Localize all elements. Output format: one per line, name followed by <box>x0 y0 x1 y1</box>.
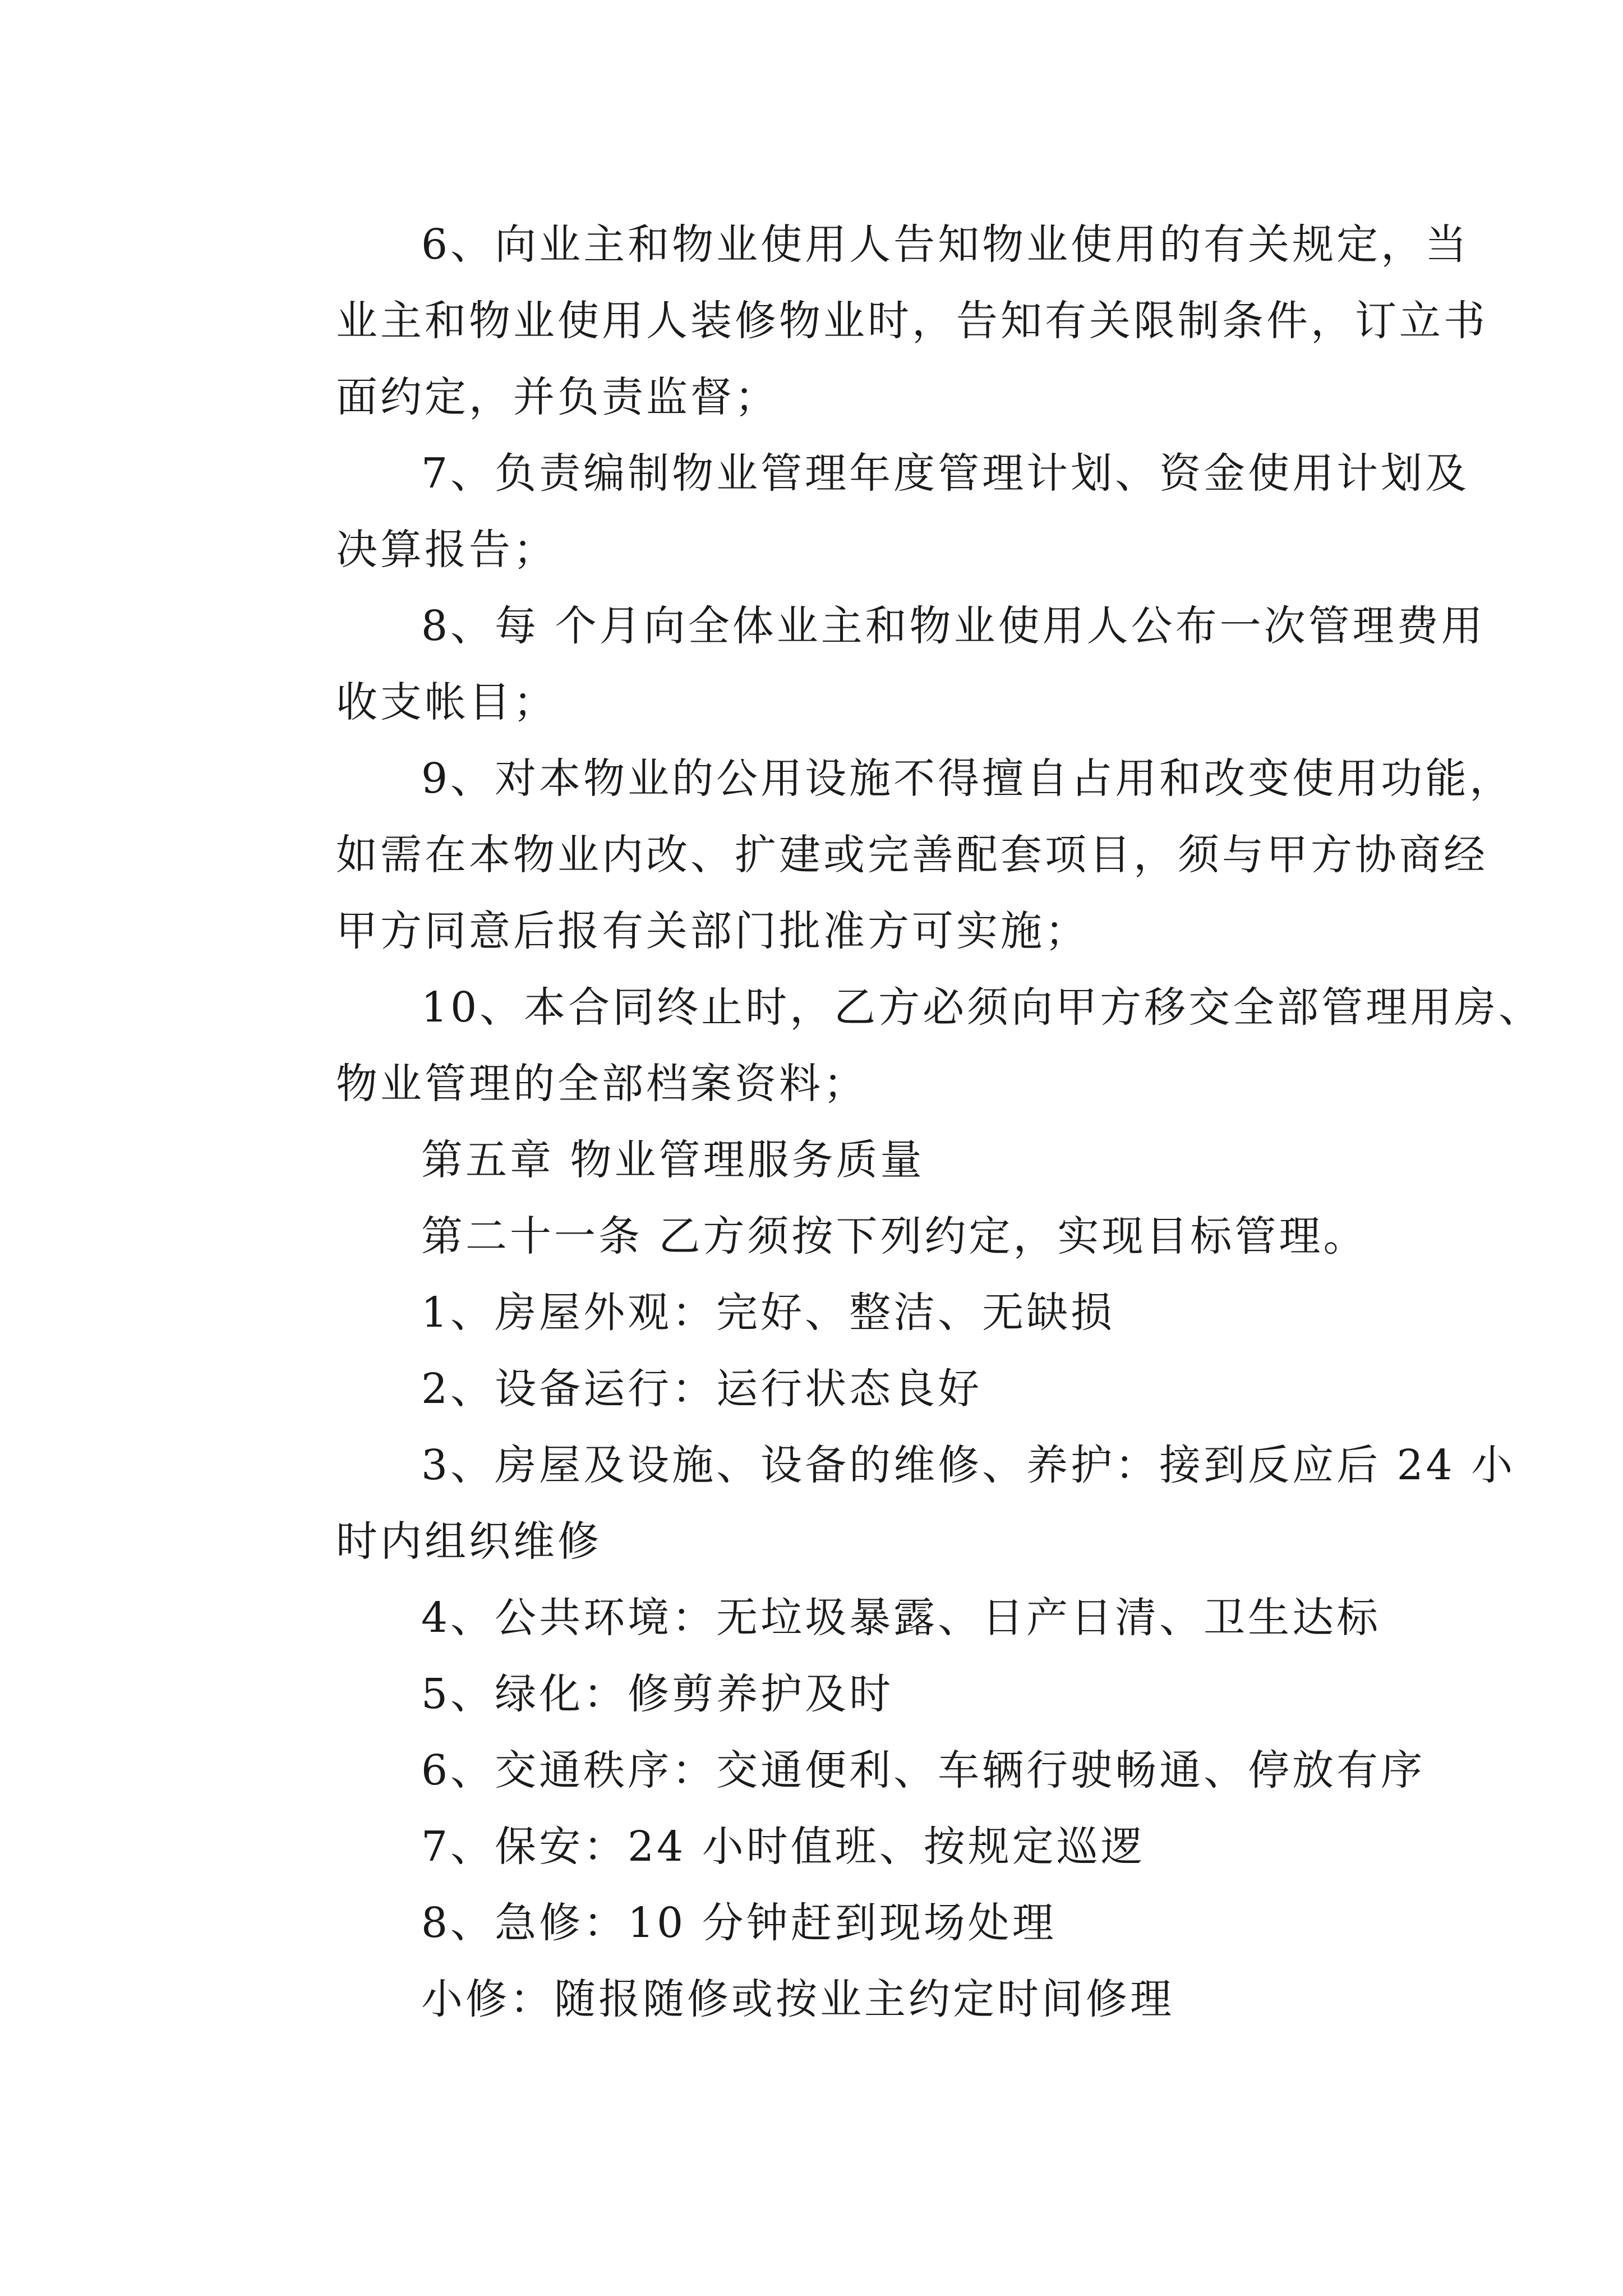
paragraph-9-public-facilities <box>251 740 1514 969</box>
text-line: 第五章 物业管理服务质量 <box>421 1136 925 1184</box>
text-line: 3、房屋及设施、设备的维修、养护：接到反应后 24 小 <box>421 1441 1516 1489</box>
item-4-public-environment <box>251 1580 1389 1656</box>
item-2-equipment-operation <box>251 1351 1389 1427</box>
article-21 <box>251 1198 1389 1274</box>
text-line: 9、对本物业的公用设施不得擅自占用和改变使用功能， <box>421 754 1514 803</box>
minor-repair <box>251 1961 1389 2037</box>
text-line: 8、急修：10 分钟赶到现场处理 <box>421 1899 1057 1947</box>
item-6-traffic-order <box>251 1732 1426 1809</box>
text-line: 时内组织维修 <box>336 1517 602 1566</box>
item-8-emergency-repair <box>251 1885 1389 1961</box>
text-line: 小修：随报随修或按业主约定时间修理 <box>421 1975 1174 2023</box>
text-line: 7、负责编制物业管理年度管理计划、资金使用计划及 <box>421 449 1470 498</box>
text-line: 6、向业主和物业使用人告知物业使用的有关规定，当 <box>421 220 1470 269</box>
text-line: 7、保安：24 小时值班、按规定巡逻 <box>421 1823 1145 1871</box>
text-line: 如需在本物业内改、扩建或完善配套项目，须与甲方协商经 <box>336 831 1488 879</box>
item-7-security <box>251 1809 1389 1885</box>
text-line: 甲方同意后报有关部门批准方可实施； <box>336 907 1089 955</box>
item-1-building-appearance <box>251 1274 1389 1351</box>
text-line: 6、交通秩序：交通便利、车辆行驶畅通、停放有序 <box>421 1746 1426 1795</box>
text-line: 业主和物业使用人装修物业时，告知有关限制条件，订立书 <box>336 297 1488 345</box>
text-line: 收支帐目； <box>336 678 557 726</box>
paragraph-8-publish-accounts <box>251 588 1486 740</box>
text-line: 第二十一条 乙方须按下列约定，实现目标管理。 <box>421 1212 1368 1260</box>
text-line: 8、每 个月向全体业主和物业使用人公布一次管理费用 <box>421 602 1486 650</box>
paragraph-6-notify-rules <box>251 206 1488 435</box>
text-line: 5、绿化：修剪养护及时 <box>421 1670 894 1718</box>
text-line: 4、公共环境：无垃圾暴露、日产日清、卫生达标 <box>421 1594 1381 1642</box>
chapter-heading <box>251 1122 1389 1198</box>
item-3-maintenance <box>251 1427 1516 1580</box>
text-line: 1、房屋外观：完好、整洁、无缺损 <box>421 1289 1115 1337</box>
paragraph-7-annual-plan <box>251 435 1470 588</box>
item-5-greening <box>251 1656 1389 1732</box>
text-line: 面约定，并负责监督； <box>336 373 779 421</box>
text-line: 2、设备运行：运行状态良好 <box>421 1365 983 1413</box>
text-line: 物业管理的全部档案资料； <box>336 1060 868 1108</box>
text-line: 决算报告； <box>336 526 557 574</box>
paragraph-10-contract-termination <box>251 969 1543 1122</box>
document-body <box>251 206 1543 2037</box>
text-line: 10、本合同终止时，乙方必须向甲方移交全部管理用房、 <box>421 983 1543 1032</box>
